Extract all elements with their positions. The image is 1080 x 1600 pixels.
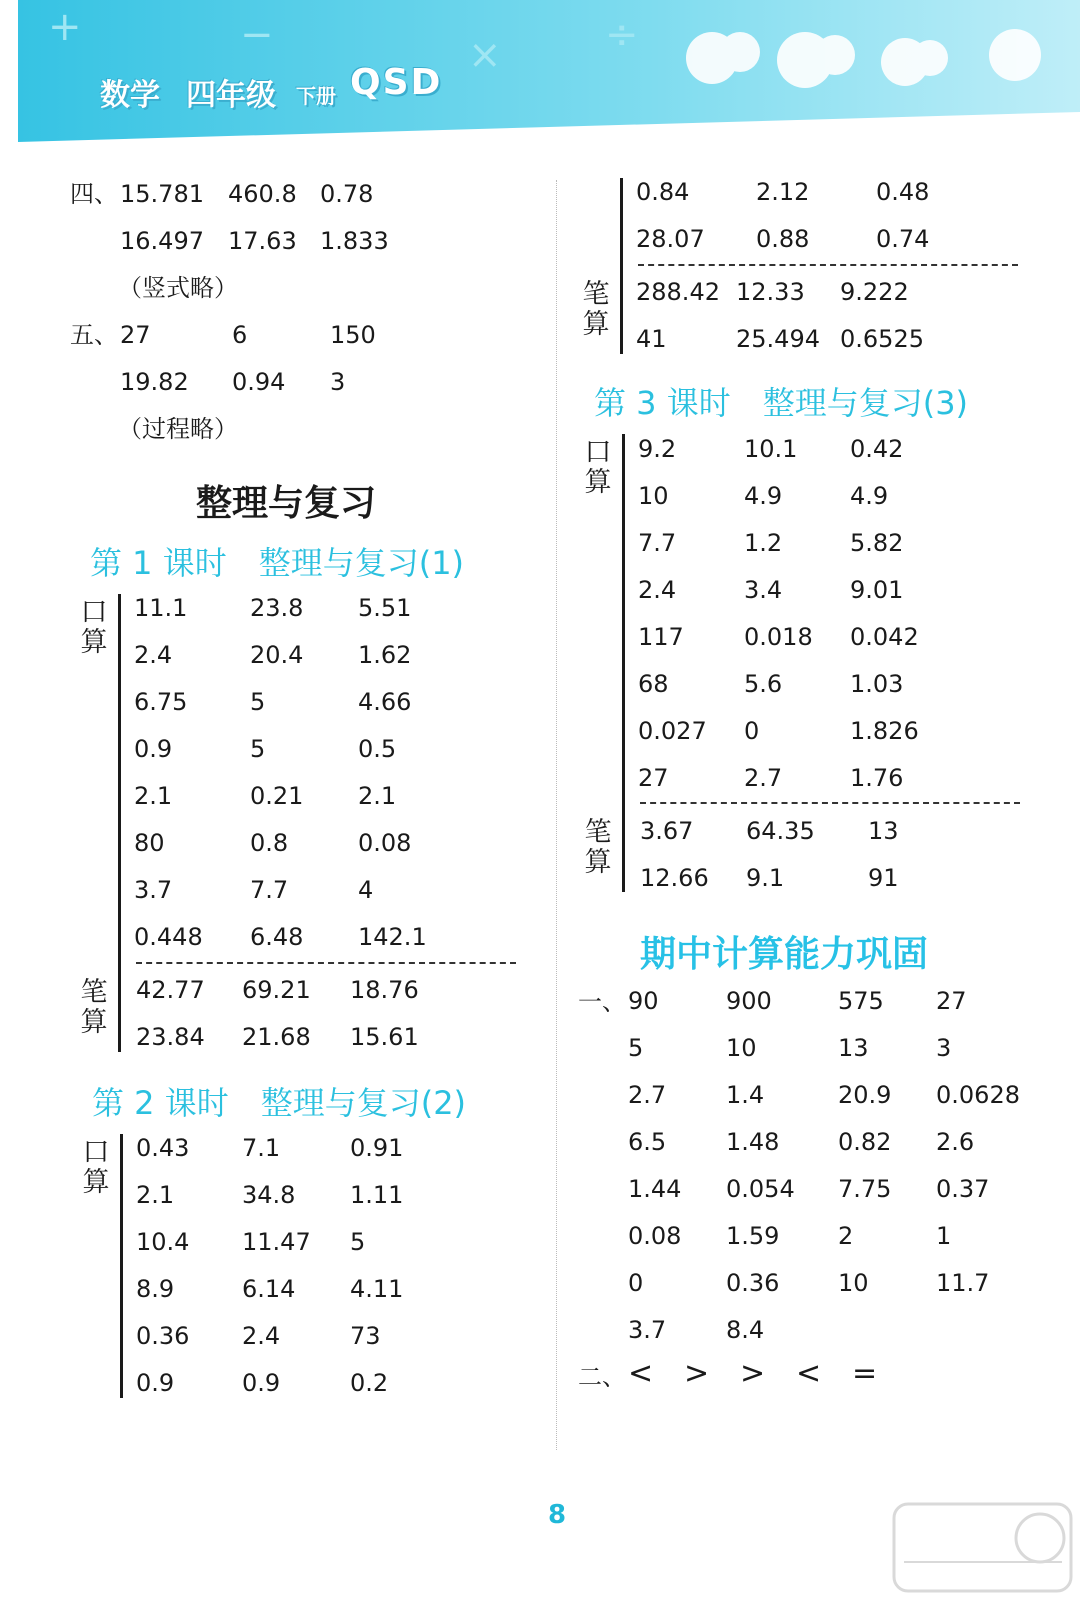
midterm-part1-cell: 0.37 — [936, 1175, 990, 1203]
lesson2-cont-written-cell: 41 — [636, 325, 667, 353]
lesson3-written-cell: 91 — [868, 864, 899, 892]
lesson3-oral-cell: 9.01 — [850, 576, 904, 604]
midterm-part1-cell: 0 — [628, 1269, 644, 1297]
lesson2-oral-cell: 0.43 — [136, 1134, 190, 1162]
midterm-part1-cell: 0.36 — [726, 1269, 780, 1297]
lesson3-written-cell: 64.35 — [746, 817, 815, 845]
lesson1-title: 第 1 课时 整理与复习(1) — [90, 544, 465, 582]
midterm-part1-cell: 2 — [838, 1222, 854, 1250]
lesson1-oral-cell: 2.4 — [134, 641, 173, 669]
lesson3-oral-cell: 1.03 — [850, 670, 904, 698]
lesson2-cont-oral-cell: 0.48 — [876, 178, 930, 206]
lesson1-oral-cell: 2.1 — [358, 782, 397, 810]
part4-note: （竖式略） — [118, 274, 238, 302]
comparison-symbol: > — [684, 1356, 710, 1391]
lesson1-oral-cell: 5.51 — [358, 594, 412, 622]
midterm-part1-cell: 2.7 — [628, 1081, 667, 1109]
lesson1-oral-cell: 7.7 — [250, 876, 289, 904]
part4-cell: 15.781 — [120, 180, 204, 208]
lesson3-oral-cell: 1.826 — [850, 717, 919, 745]
lesson1-dashed-separator — [136, 962, 516, 964]
lesson3-oral-cell: 3.4 — [744, 576, 783, 604]
part5-note: （过程略） — [118, 415, 238, 443]
part4-cell: 0.78 — [320, 180, 374, 208]
lesson1-oral-label-1: 口 — [80, 597, 108, 628]
midterm-part1-cell: 1.59 — [726, 1222, 780, 1250]
comparison-symbol: < — [628, 1356, 654, 1391]
part4-cell: 460.8 — [228, 180, 297, 208]
lesson2-oral-cell: 0.2 — [350, 1369, 389, 1397]
lesson3-oral-cell: 5.82 — [850, 529, 904, 557]
lesson2-cont-oral-cell: 0.88 — [756, 225, 810, 253]
lesson1-oral-cell: 0.8 — [250, 829, 289, 857]
lesson3-oral-cell: 10 — [638, 482, 669, 510]
lesson1-oral-cell: 4.66 — [358, 688, 412, 716]
lesson1-oral-cell: 1.62 — [358, 641, 412, 669]
comparison-symbol: = — [852, 1356, 878, 1391]
lesson3-oral-cell: 0.042 — [850, 623, 919, 651]
lesson2-oral-cell: 11.47 — [242, 1228, 311, 1256]
lesson1-oral-cell: 6.48 — [250, 923, 304, 951]
lesson1-oral-cell: 0.08 — [358, 829, 412, 857]
lesson3-written-label-2: 算 — [584, 847, 612, 878]
midterm-part1-cell: 6.5 — [628, 1128, 667, 1156]
lesson1-written-cell: 42.77 — [136, 976, 205, 1004]
lesson3-oral-cell: 4.9 — [744, 482, 783, 510]
comparison-symbol: > — [740, 1356, 766, 1391]
midterm-part1-cell: 900 — [726, 987, 772, 1015]
lesson2-title: 第 2 课时 整理与复习(2) — [92, 1084, 467, 1122]
lesson1-bar — [118, 594, 121, 1052]
lesson2-cont-oral-cell: 2.12 — [756, 178, 810, 206]
lesson1-oral-cell: 0.448 — [134, 923, 203, 951]
lesson1-oral-cell: 23.8 — [250, 594, 304, 622]
lesson1-written-cell: 18.76 — [350, 976, 419, 1004]
lesson2-oral-cell: 0.9 — [136, 1369, 175, 1397]
midterm-part1-cell: 0.0628 — [936, 1081, 1020, 1109]
lesson3-oral-label-2: 算 — [584, 467, 612, 498]
part4-cell: 17.63 — [228, 227, 297, 255]
svg-text:+: + — [48, 4, 82, 50]
lesson2-oral-cell: 4.11 — [350, 1275, 404, 1303]
lesson1-oral-cell: 0.21 — [250, 782, 304, 810]
lesson2-oral-label-2: 算 — [82, 1167, 110, 1198]
midterm-part1-cell: 90 — [628, 987, 659, 1015]
part5-cell: 6 — [232, 321, 248, 349]
midterm-part1-cell: 1.48 — [726, 1128, 780, 1156]
midterm-part1-cell: 20.9 — [838, 1081, 892, 1109]
svg-text:×: × — [468, 32, 502, 78]
header-banner — [0, 0, 1080, 150]
midterm-part1-cell: 1 — [936, 1222, 952, 1250]
midterm-part2-marker: 二、 — [578, 1363, 626, 1391]
part4-cell: 1.833 — [320, 227, 389, 255]
part5-cell: 150 — [330, 321, 376, 349]
lesson3-oral-cell: 1.76 — [850, 764, 904, 792]
header-volume: 下册 — [296, 84, 336, 108]
lesson1-oral-cell: 5 — [250, 735, 266, 763]
lesson3-oral-cell: 117 — [638, 623, 684, 651]
lesson2-oral-cell: 2.4 — [242, 1322, 281, 1350]
lesson2-cont-oral-cell: 0.74 — [876, 225, 930, 253]
lesson2-oral-label-1: 口 — [82, 1137, 110, 1168]
lesson3-oral-cell: 4.9 — [850, 482, 889, 510]
lesson2-oral-cell: 0.91 — [350, 1134, 404, 1162]
header-subject: 数学 — [100, 78, 160, 113]
lesson3-bar — [622, 434, 625, 892]
brand-logo: QSD — [350, 62, 443, 103]
watermark-stamp — [890, 1500, 1075, 1595]
comparison-symbol: < — [796, 1356, 822, 1391]
lesson2-cont-written-cell: 25.494 — [736, 325, 820, 353]
midterm-part1-cell: 0.054 — [726, 1175, 795, 1203]
lesson2-oral-cell: 10.4 — [136, 1228, 190, 1256]
midterm-part1-cell: 1.4 — [726, 1081, 765, 1109]
part4-cell: 16.497 — [120, 227, 204, 255]
midterm-part1-cell: 7.75 — [838, 1175, 892, 1203]
midterm-part1-cell: 0.08 — [628, 1222, 682, 1250]
lesson2-oral-cell: 6.14 — [242, 1275, 296, 1303]
lesson2-cont-written-cell: 288.42 — [636, 278, 720, 306]
midterm-part1-cell: 5 — [628, 1034, 644, 1062]
lesson1-oral-cell: 80 — [134, 829, 165, 857]
lesson2-bar — [120, 1134, 123, 1398]
lesson2-oral-cell: 7.1 — [242, 1134, 281, 1162]
part5-cell: 0.94 — [232, 368, 286, 396]
part5-cell: 27 — [120, 321, 151, 349]
lesson2-oral-cell: 1.11 — [350, 1181, 404, 1209]
lesson1-written-label-1: 笔 — [80, 977, 108, 1008]
midterm-part1-cell: 27 — [936, 987, 967, 1015]
lesson2-cont-written-cell: 9.222 — [840, 278, 909, 306]
lesson1-written-cell: 15.61 — [350, 1023, 419, 1051]
lesson1-oral-cell: 0.9 — [134, 735, 173, 763]
lesson2-cont-bar — [620, 178, 623, 354]
midterm-part1-cell: 10 — [838, 1269, 869, 1297]
midterm-part1-cell: 11.7 — [936, 1269, 990, 1297]
lesson3-oral-cell: 68 — [638, 670, 669, 698]
lesson3-written-cell: 9.1 — [746, 864, 785, 892]
lesson2-cont-written-cell: 12.33 — [736, 278, 805, 306]
lesson3-oral-cell: 2.4 — [638, 576, 677, 604]
lesson3-oral-cell: 2.7 — [744, 764, 783, 792]
lesson1-written-cell: 69.21 — [242, 976, 311, 1004]
svg-text:÷: ÷ — [605, 12, 639, 58]
lesson1-written-cell: 21.68 — [242, 1023, 311, 1051]
lesson2-cont-oral-cell: 28.07 — [636, 225, 705, 253]
lesson2-cont-dashed-separator — [638, 264, 1018, 266]
midterm-part1-cell: 1.44 — [628, 1175, 682, 1203]
lesson3-oral-cell: 9.2 — [638, 435, 677, 463]
lesson2-oral-cell: 5 — [350, 1228, 366, 1256]
lesson3-oral-cell: 0.42 — [850, 435, 904, 463]
midterm-part1-cell: 8.4 — [726, 1316, 765, 1344]
midterm-part1-cell: 0.82 — [838, 1128, 892, 1156]
lesson3-oral-cell: 0.018 — [744, 623, 813, 651]
lesson1-oral-cell: 142.1 — [358, 923, 427, 951]
lesson2-written-label-2: 算 — [582, 309, 610, 340]
part4-marker: 四、 — [70, 180, 118, 208]
lesson1-oral-cell: 2.1 — [134, 782, 173, 810]
lesson2-oral-cell: 0.9 — [242, 1369, 281, 1397]
midterm-part1-cell: 10 — [726, 1034, 757, 1062]
midterm-part1-cell: 575 — [838, 987, 884, 1015]
lesson3-oral-cell: 0.027 — [638, 717, 707, 745]
part5-cell: 3 — [330, 368, 346, 396]
column-divider — [556, 180, 557, 1450]
midterm-title: 期中计算能力巩固 — [640, 934, 929, 975]
lesson3-oral-cell: 10.1 — [744, 435, 798, 463]
lesson1-written-cell: 23.84 — [136, 1023, 205, 1051]
lesson1-oral-cell: 3.7 — [134, 876, 173, 904]
lesson3-written-cell: 13 — [868, 817, 899, 845]
lesson1-oral-label-2: 算 — [80, 627, 108, 658]
lesson1-written-label-2: 算 — [80, 1007, 108, 1038]
section-title-review: 整理与复习 — [196, 483, 377, 524]
lesson3-dashed-separator — [640, 802, 1020, 804]
part5-marker: 五、 — [70, 321, 118, 349]
lesson1-oral-cell: 11.1 — [134, 594, 188, 622]
lesson2-cont-oral-cell: 0.84 — [636, 178, 690, 206]
lesson3-oral-cell: 27 — [638, 764, 669, 792]
lesson3-written-cell: 12.66 — [640, 864, 709, 892]
midterm-part1-marker: 一、 — [578, 988, 626, 1016]
lesson3-oral-cell: 1.2 — [744, 529, 783, 557]
lesson2-oral-cell: 2.1 — [136, 1181, 175, 1209]
lesson2-oral-cell: 0.36 — [136, 1322, 190, 1350]
lesson2-oral-cell: 8.9 — [136, 1275, 175, 1303]
lesson3-oral-cell: 5.6 — [744, 670, 783, 698]
lesson2-oral-cell: 34.8 — [242, 1181, 296, 1209]
lesson2-oral-cell: 73 — [350, 1322, 381, 1350]
midterm-part1-cell: 3.7 — [628, 1316, 667, 1344]
lesson3-oral-label-1: 口 — [584, 437, 612, 468]
midterm-part1-cell: 3 — [936, 1034, 952, 1062]
lesson3-oral-cell: 7.7 — [638, 529, 677, 557]
lesson1-oral-cell: 6.75 — [134, 688, 188, 716]
lesson1-oral-cell: 0.5 — [358, 735, 397, 763]
lesson1-oral-cell: 4 — [358, 876, 374, 904]
lesson2-written-label-1: 笔 — [582, 279, 610, 310]
midterm-part1-cell: 13 — [838, 1034, 869, 1062]
lesson2-cont-written-cell: 0.6525 — [840, 325, 924, 353]
lesson1-oral-cell: 5 — [250, 688, 266, 716]
lesson3-oral-cell: 0 — [744, 717, 760, 745]
header-grade: 四年级 — [186, 78, 276, 113]
lesson3-written-cell: 3.67 — [640, 817, 694, 845]
lesson3-written-label-1: 笔 — [584, 817, 612, 848]
lesson1-oral-cell: 20.4 — [250, 641, 304, 669]
lesson3-title: 第 3 课时 整理与复习(3) — [594, 384, 969, 422]
page-number: 8 — [548, 1500, 567, 1530]
svg-text:−: − — [240, 12, 274, 58]
midterm-part1-cell: 2.6 — [936, 1128, 975, 1156]
part5-cell: 19.82 — [120, 368, 189, 396]
